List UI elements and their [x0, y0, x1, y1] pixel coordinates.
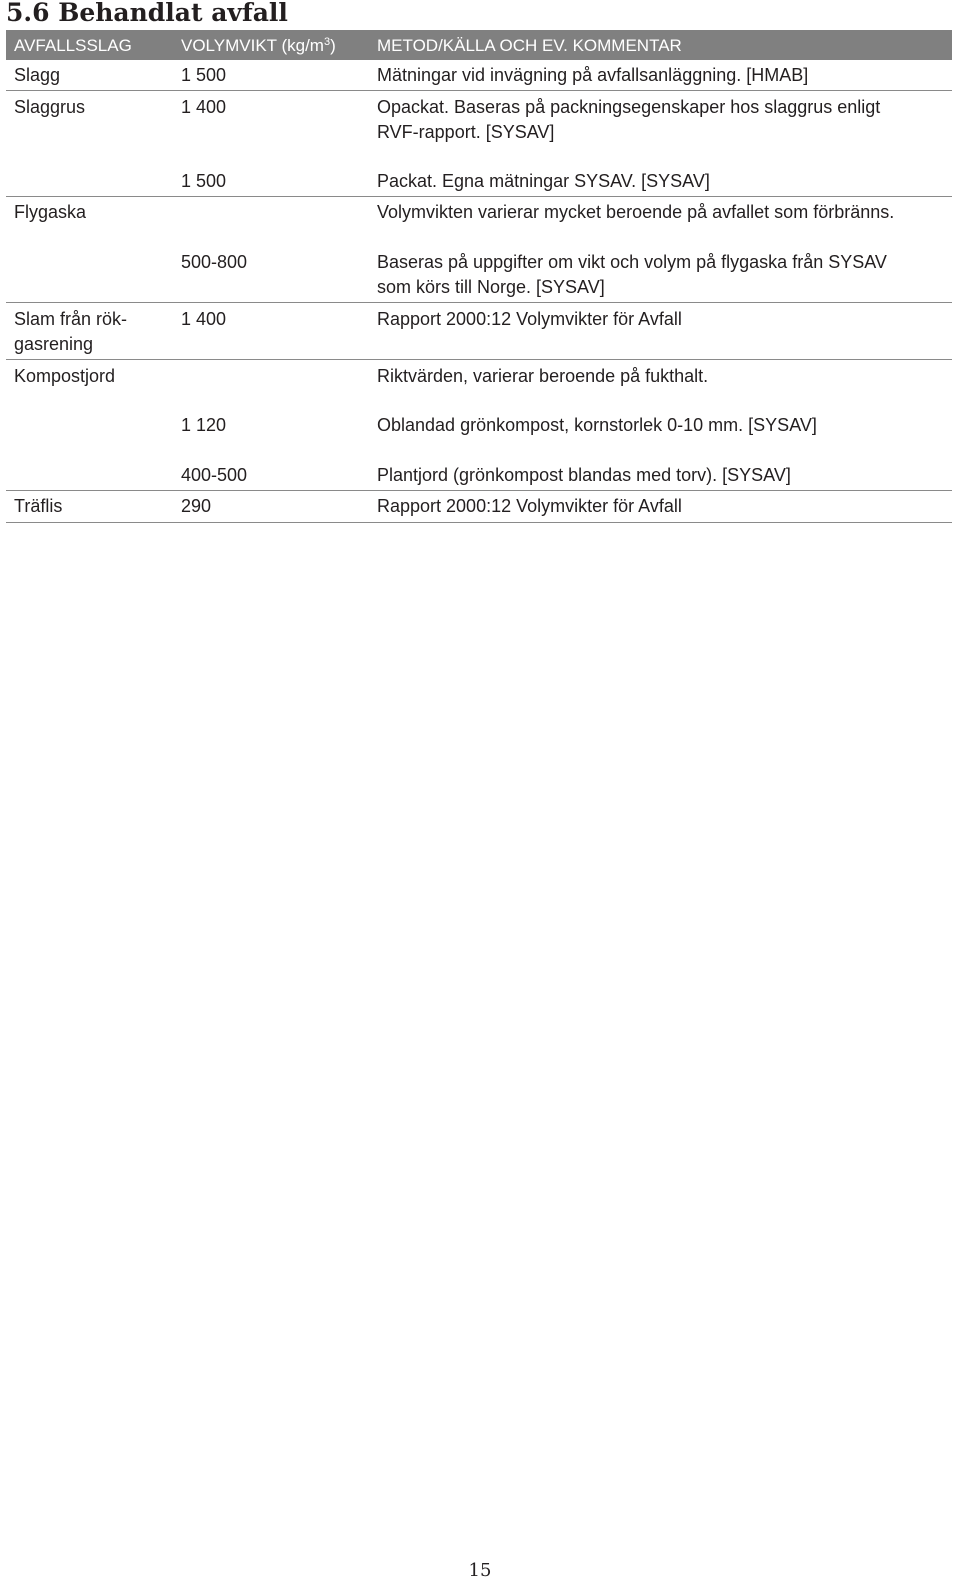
cell-weight: 1 400: [181, 309, 227, 329]
header-metod-kalla: METOD/KÄLLA OCH EV. KOMMENTAR: [377, 36, 682, 55]
cell-weight: 1 500: [181, 171, 227, 191]
page-title: 5.6 Behandlat avfall: [6, 0, 288, 27]
cell-weight: 1 400: [181, 97, 227, 117]
cell-weight: 290: [181, 496, 212, 516]
header-volymvikt: [181, 33, 336, 58]
table-row-slagg: [6, 60, 952, 91]
cell-type: Träflis: [14, 496, 63, 516]
table-header: [6, 30, 952, 60]
cell-type: Slaggrus: [14, 97, 86, 117]
header-volymvikt-prefix: VOLYMVIKT (kg/m: [181, 36, 324, 55]
cell-comment: Volymvikten varierar mycket beroende på avfallet som förbränns.: [377, 202, 895, 222]
table-row-flygaska: [6, 197, 952, 303]
cell-type: Slam från rök-: [14, 309, 128, 329]
cell-comment: Riktvärden, varierar beroende på fukthalt.: [377, 366, 709, 386]
cell-comment: Rapport 2000:12 Volymvikter för Avfall: [377, 309, 682, 329]
header-avfallsslag: AVFALLSSLAG: [14, 36, 132, 55]
header-volymvikt-suffix: ): [330, 36, 336, 55]
cell-comment: Opackat. Baseras på packningsegenskaper hos slaggrus enligt: [377, 97, 881, 117]
cell-comment: Baseras på uppgifter om vikt och volym på flygaska från SYSAV: [377, 252, 887, 272]
cell-weight: 500-800: [181, 252, 248, 272]
cell-comment: Rapport 2000:12 Volymvikter för Avfall: [377, 496, 682, 516]
cell-type: gasrening: [14, 334, 94, 354]
cell-weight: 400-500: [181, 465, 248, 485]
header-volymvikt-exponent: 3: [323, 36, 331, 48]
cell-comment: RVF-rapport. [SYSAV]: [377, 122, 555, 142]
page-number: 15: [468, 1560, 492, 1581]
table-row-traflis: [6, 491, 952, 523]
cell-type: Kompostjord: [14, 366, 116, 386]
volume-weight-table: [6, 30, 952, 523]
cell-weight: 1 500: [181, 65, 227, 85]
cell-comment: som körs till Norge. [SYSAV]: [377, 277, 605, 297]
cell-comment: Mätningar vid invägning på avfallsanläggning. [HMAB]: [377, 65, 809, 85]
cell-comment: Packat. Egna mätningar SYSAV. [SYSAV]: [377, 171, 710, 191]
cell-type: Slagg: [14, 65, 61, 85]
cell-type: Flygaska: [14, 202, 87, 222]
cell-comment: Oblandad grönkompost, kornstorlek 0-10 mm. [SYSAV]: [377, 415, 817, 435]
table-row-slaggrus: [6, 91, 952, 197]
table-row-kompostjord: [6, 360, 952, 491]
cell-weight: 1 120: [181, 415, 227, 435]
cell-comment: Plantjord (grönkompost blandas med torv). [SYSAV]: [377, 465, 791, 485]
table-row-slam: [6, 303, 952, 360]
